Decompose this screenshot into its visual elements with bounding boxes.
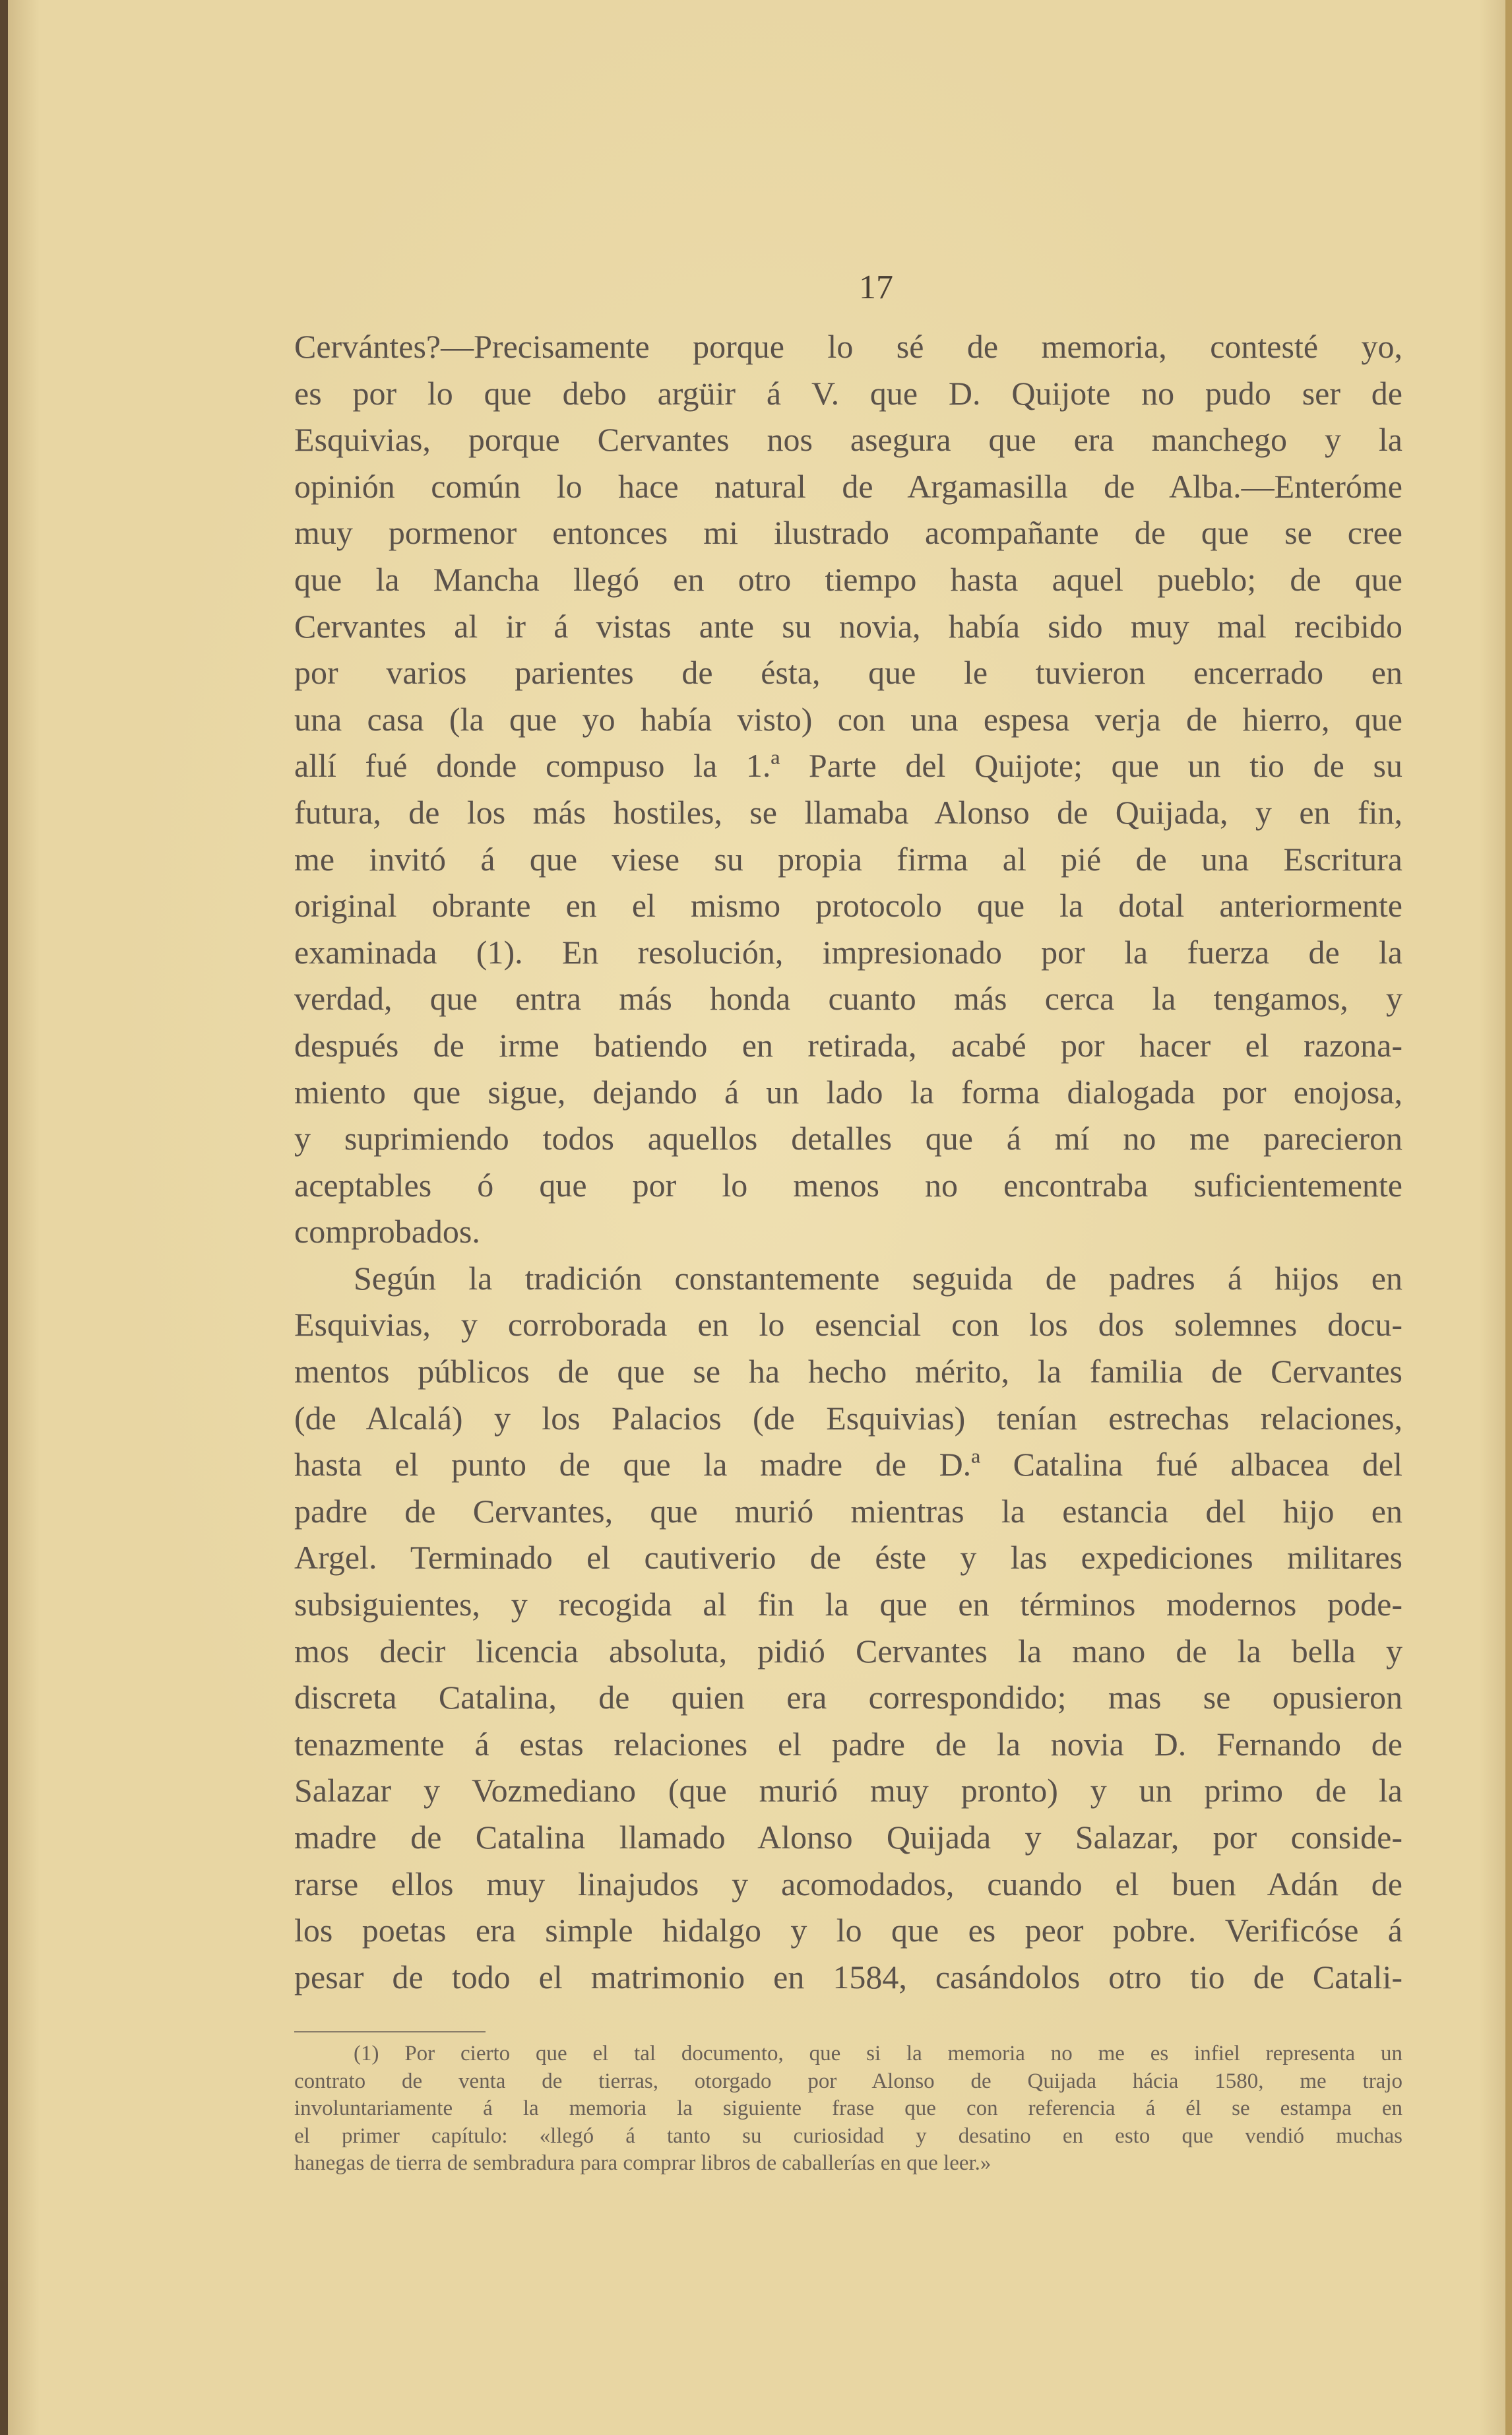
body-line: subsiguientes, y recogida al fin la que en términos modernos pode-	[294, 1586, 1402, 1623]
body-line: discreta Catalina, de quien era correspondido; mas se opusieron	[294, 1679, 1402, 1716]
body-line: Cervantes al ir á vistas ante su novia, había sido muy mal recibido	[294, 607, 1402, 645]
footnote-rule	[294, 2031, 486, 2032]
footnote-line: contrato de venta de tierras, otorgado por Alonso de Quijada hácia 1580, me trajo	[294, 2069, 1402, 2093]
body-line: mentos públicos de que se ha hecho mérito, la familia de Cervantes	[294, 1353, 1402, 1390]
body-line: después de irme batiendo en retirada, acabé por hacer el razona-	[294, 1026, 1402, 1064]
body-line: Según la tradición constantemente seguida de padres á hijos en	[354, 1259, 1402, 1297]
body-line: original obrante en el mismo protocolo que la dotal anteriormente	[294, 887, 1402, 925]
body-line: verdad, que entra más honda cuanto más cerca la tengamos, y	[294, 980, 1402, 1018]
body-line: miento que sigue, dejando á un lado la forma dialogada por enojosa,	[294, 1073, 1402, 1111]
footnote	[294, 2040, 1402, 2178]
body-line: futura, de los más hostiles, se llamaba Alonso de Quijada, y en fin,	[294, 793, 1402, 831]
body-line: y suprimiendo todos aquellos detalles que á mí no me parecieron	[294, 1120, 1402, 1157]
body-line: allí fué donde compuso la 1.ª Parte del Quijote; que un tio de su	[294, 747, 1402, 785]
body-line: rarse ellos muy linajudos y acomodados, cuando el buen Adán de	[294, 1865, 1402, 1902]
body-line: Argel. Terminado el cautiverio de éste y las expediciones militares	[294, 1539, 1402, 1576]
footnote-line: (1) Por cierto que el tal documento, que si la memoria no me es infiel representa un	[354, 2042, 1402, 2065]
page-edge	[1505, 0, 1512, 2435]
body-line: padre de Cervantes, que murió mientras la estancia del hijo en	[294, 1492, 1402, 1530]
body-text	[294, 323, 1402, 2000]
body-line: los poetas era simple hidalgo y lo que es peor pobre. Verificóse á	[294, 1912, 1402, 1949]
body-line: Salazar y Vozmediano (que murió muy pronto) y un primo de la	[294, 1772, 1402, 1809]
body-line: (de Alcalá) y los Palacios (de Esquivias) tenían estrechas relaciones,	[294, 1399, 1402, 1437]
page-number: 17	[859, 269, 893, 306]
binding-edge	[0, 0, 8, 2435]
body-line: muy pormenor entonces mi ilustrado acompañante de que se cree	[294, 514, 1402, 552]
body-line: una casa (la que yo había visto) con una espesa verja de hierro, que	[294, 700, 1402, 738]
body-line: aceptables ó que por lo menos no encontraba suficientemente	[294, 1166, 1402, 1204]
body-line: comprobados.	[294, 1213, 480, 1250]
body-line: Cervántes?—Precisamente porque lo sé de memoria, contesté yo,	[294, 328, 1402, 365]
body-line: que la Mancha llegó en otro tiempo hasta aquel pueblo; de que	[294, 560, 1402, 598]
body-line: es por lo que debo argüir á V. que D. Quijote no pudo ser de	[294, 374, 1402, 412]
footnote-line: hanegas de tierra de sembradura para comprar libros de caballerías en que leer.»	[294, 2151, 992, 2175]
body-line: Esquivias, porque Cervantes nos asegura que era manchego y la	[294, 421, 1402, 459]
footnote-line: involuntariamente á la memoria la siguiente frase que con referencia á él se estampa en	[294, 2096, 1402, 2120]
body-line: madre de Catalina llamado Alonso Quijada y Salazar, por conside-	[294, 1819, 1402, 1856]
body-line: mos decir licencia absoluta, pidió Cervantes la mano de la bella y	[294, 1632, 1402, 1670]
body-line: examinada (1). En resolución, impresionado por la fuerza de la	[294, 933, 1402, 971]
body-line: opinión común lo hace natural de Argamasilla de Alba.—Enteróme	[294, 467, 1402, 505]
footnote-line: el primer capítulo: «llegó á tanto su curiosidad y desatino en esto que vendió muchas	[294, 2124, 1402, 2148]
body-line: pesar de todo el matrimonio en 1584, casándolos otro tio de Catali-	[294, 1958, 1402, 1996]
body-line: me invitó á que viese su propia firma al pié de una Escritura	[294, 840, 1402, 878]
body-line: tenazmente á estas relaciones el padre de la novia D. Fernando de	[294, 1725, 1402, 1763]
body-line: por varios parientes de ésta, que le tuvieron encerrado en	[294, 654, 1402, 692]
body-line: Esquivias, y corroborada en lo esencial con los dos solemnes docu-	[294, 1306, 1402, 1344]
body-line: hasta el punto de que la madre de D.ª Catalina fué albacea del	[294, 1446, 1402, 1483]
